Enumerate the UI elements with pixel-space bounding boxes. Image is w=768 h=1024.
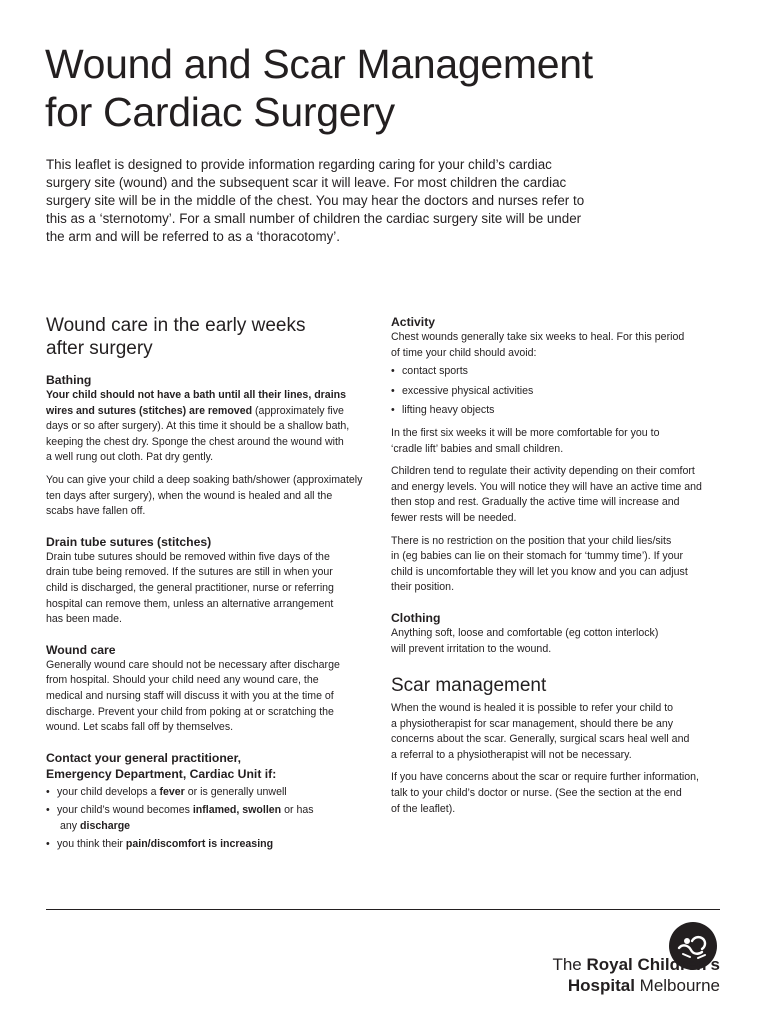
intro-line: surgery site will be in the middle of the chest. You may hear the doctors and nurses refer to — [46, 193, 585, 208]
text-line: Emergency Department, Cardiac Unit if: — [46, 766, 277, 781]
text-line: a referral to a physiotherapist will not be necessary. — [391, 748, 632, 761]
text-line: in (eg babies can lie on their stomach for ‘tummy time’). If your — [391, 550, 684, 563]
intro-paragraph — [46, 156, 616, 246]
list-item — [391, 403, 726, 419]
drain-tube-heading: Drain tube sutures (stitches) — [46, 534, 212, 549]
text-line: your child develops a — [57, 785, 160, 798]
text-line: and energy levels. You will notice they will have an active time and — [391, 480, 702, 493]
text-line: their position. — [391, 581, 455, 594]
text-line: In the first six weeks it will be more comfortable for you to — [391, 426, 660, 439]
text-line: any — [60, 819, 81, 832]
text-line: talk to your child’s doctor or nurse. (See the section at the end — [391, 787, 682, 800]
contact-bullet-list — [46, 785, 381, 853]
intro-line: this as a ‘sternotomy’. For a small number of children the cardiac surgery site will be under — [46, 211, 582, 226]
text-line: wound. Let scabs fall off by themselves. — [46, 721, 234, 734]
text-line: Melbourne — [634, 976, 720, 995]
text-line: child is discharged, the general practitioner, nurse or referring — [46, 581, 334, 594]
contact-heading — [46, 750, 381, 782]
text-line: Your child should not have a bath until all their lines, drains — [46, 389, 346, 401]
text-line: ‘cradle lift’ babies and small children. — [391, 442, 564, 455]
section-title-line: after surgery — [46, 338, 153, 359]
intro-line: the arm and will be referred to as a ‘thoracotomy’. — [46, 229, 340, 244]
clothing-heading: Clothing — [391, 610, 441, 625]
text-line: or is generally unwell — [184, 785, 287, 798]
list-item — [391, 384, 726, 400]
intro-line: This leaflet is designed to provide information regarding caring for your child’s cardiac — [46, 157, 552, 172]
text-line: Children tend to regulate their activity depending on their comfort — [391, 465, 695, 478]
text-line: When the wound is healed it is possible to refer your child to — [391, 702, 674, 715]
text-line: scabs have fallen off. — [46, 505, 146, 518]
footer-divider — [46, 909, 720, 910]
text-line: of the leaflet). — [391, 802, 456, 815]
text-line: • lifting heavy objects — [402, 404, 495, 417]
section-title-scar-management: Scar management — [391, 675, 547, 697]
bathing-heading: Bathing — [46, 373, 92, 387]
text-bold: wires and sutures (stitches) are removed — [46, 404, 253, 417]
text-line: drain tube being removed. If the sutures are still in when your — [46, 566, 333, 579]
text-line: (approximately five — [252, 404, 344, 417]
section-title-line: Wound care in the early weeks — [46, 315, 306, 336]
list-item — [46, 803, 381, 834]
list-item — [391, 364, 726, 380]
text-line: child is uncomfortable they will let you know and you can adjust — [391, 565, 688, 578]
clothing-paragraph — [391, 626, 726, 657]
text-line: hospital can remove them, unless an alternative arrangement — [46, 597, 334, 610]
page-title-line-2: for Cardiac Surgery — [45, 89, 395, 135]
text-line: • excessive physical activities — [402, 384, 534, 397]
scar-paragraph-2 — [391, 770, 726, 817]
list-item — [46, 785, 381, 801]
text-line: Chest wounds generally take six weeks to heal. For this period — [391, 331, 685, 343]
drain-tube-paragraph — [46, 550, 381, 628]
activity-paragraph-1 — [391, 330, 726, 361]
text-line: If you have concerns about the scar or require further information, — [391, 771, 699, 784]
text-line: ten days after surgery), when the wound is healed and all the — [46, 489, 333, 502]
right-column — [391, 300, 726, 817]
activity-paragraph-3 — [391, 464, 726, 526]
text-line: concerns about the scar. Generally, surgical scars heal well and — [391, 733, 690, 746]
text-line: Generally wound care should not be necessary after discharge — [46, 658, 340, 671]
activity-paragraph-4 — [391, 534, 726, 596]
text-line: keeping the chest dry. Sponge the chest around the wound with — [46, 435, 344, 448]
activity-paragraph-2 — [391, 426, 726, 457]
list-item — [46, 837, 381, 853]
activity-bullet-list — [391, 364, 726, 419]
bathing-paragraph-1 — [46, 388, 381, 466]
bathing-paragraph-2 — [46, 473, 381, 520]
text-line: Drain tube sutures should be removed within five days of the — [46, 550, 330, 563]
text-line: medical and nursing staff will discuss it with you at the time of — [46, 689, 334, 702]
text-line: Contact your general practitioner, — [46, 750, 242, 765]
left-column — [46, 300, 381, 853]
scar-paragraph-1 — [391, 701, 726, 763]
text-bold: discharge — [80, 819, 131, 832]
text-line: The — [552, 955, 587, 974]
text-line: from hospital. Should your child need any wound care, the — [46, 674, 319, 687]
text-line: There is no restriction on the position that your child lies/sits — [391, 534, 672, 547]
text-line: days or so after surgery). At this time it should be a shallow bath, — [46, 420, 350, 433]
page-title-line-1: Wound and Scar Management — [45, 41, 593, 87]
section-title-wound-care — [46, 314, 381, 360]
text-line: you think their — [57, 838, 126, 851]
wound-care-heading: Wound care — [46, 642, 116, 657]
text-bold: Hospital — [567, 976, 635, 995]
text-bold: pain/discomfort is increasing — [125, 838, 274, 851]
text-line: of time your child should avoid: — [391, 346, 537, 359]
text-line: You can give your child a deep soaking bath/shower (approximately — [46, 473, 363, 486]
text-line: a physiotherapist for scar management, should there be any — [391, 717, 674, 730]
text-line: discharge. Prevent your child from poking at or scratching the — [46, 705, 334, 718]
text-line: Anything soft, loose and comfortable (eg cotton interlock) — [391, 626, 659, 639]
text-line: • contact sports — [402, 365, 468, 378]
activity-heading: Activity — [391, 315, 436, 329]
text-bold: fever — [159, 785, 185, 798]
page-title — [45, 40, 725, 136]
text-line: then stop and rest. Gradually the active time will increase and — [391, 496, 680, 509]
hospital-logo-text — [552, 954, 720, 996]
text-line: a well rung out cloth. Pat dry gently. — [46, 451, 214, 464]
wound-care-paragraph — [46, 658, 381, 736]
text-line: or has — [281, 804, 314, 817]
text-bold: inflamed, swollen — [192, 804, 282, 817]
text-line: will prevent irritation to the wound. — [391, 642, 552, 655]
text-line: has been made. — [46, 613, 122, 626]
intro-line: surgery site (wound) and the subsequent scar it will leave. For most children the cardiac — [46, 175, 567, 190]
text-line: fewer rests will be needed. — [391, 511, 517, 524]
text-line: your child’s wound becomes — [57, 804, 193, 817]
text-bold: Royal Children’s — [586, 955, 720, 974]
